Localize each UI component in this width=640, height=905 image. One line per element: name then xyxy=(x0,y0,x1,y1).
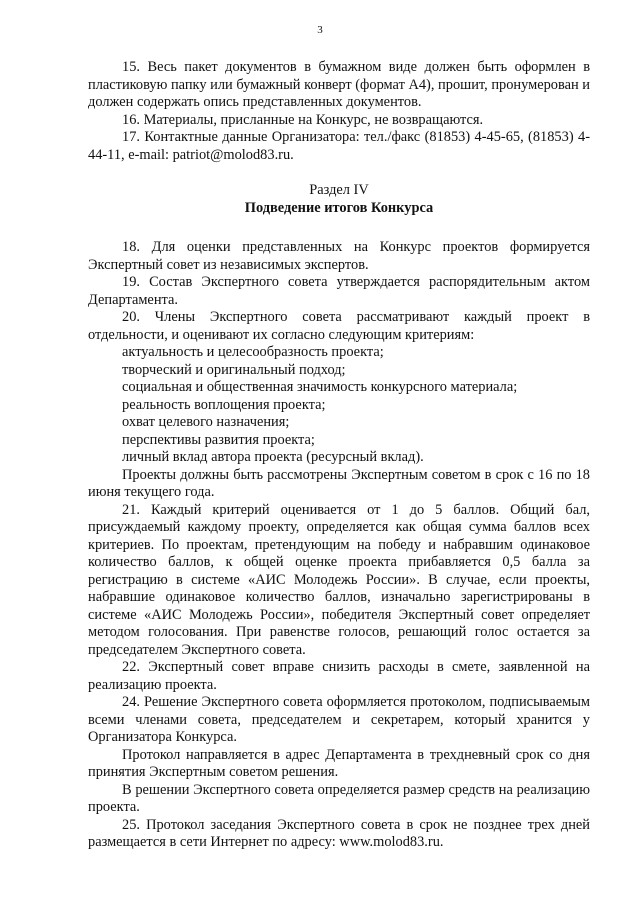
section-title: Подведение итогов Конкурса xyxy=(244,199,434,216)
section-number: Раздел IV xyxy=(309,182,369,198)
criteria-item: актуальность и целесообразность проекта; xyxy=(122,344,384,360)
paragraph-16: 16. Материалы, присланные на Конкурс, не возвращаются. xyxy=(122,111,484,128)
paragraph-22: 22. Экспертный совет вправе снизить расходы в смете, заявленной на реализацию проекта. xyxy=(88,659,590,693)
paragraph-funds: В решении Экспертного совета определяется размер средств на реализацию проекта. xyxy=(88,781,590,815)
criteria-item: охват целевого назначения; xyxy=(122,414,290,430)
paragraph-17: 17. Контактные данные Организатора: тел./факс (81853) 4-45-65, (81853) 4-44-11, e-mail: patriot@molod83.ru. xyxy=(88,129,590,163)
paragraph-15: 15. Весь пакет документов в бумажном виде должен быть оформлен в пластиковую папку или бумажный конверт (формат А4), прошит, пронумерован и должен содержать опись представленных документов. xyxy=(88,59,590,110)
paragraph-20: 20. Члены Экспертного совета рассматривают каждый проект в отдельности, и оценивают их согласно следующим критериям: xyxy=(88,309,590,343)
criteria-list xyxy=(88,344,590,467)
page-number: 3 xyxy=(317,24,323,36)
criteria-item: перспективы развития проекта; xyxy=(122,431,315,448)
paragraph-protocol: Протокол направляется в адрес Департамента в трехдневный срок со дня принятия Экспертным советом решения. xyxy=(88,746,590,780)
criteria-item: личный вклад автора проекта (ресурсный вклад). xyxy=(122,449,424,465)
paragraph-24: 24. Решение Экспертного совета оформляется протоколом, подписываемым всеми членами совета, председателем и секретарем, который хранится у Организатора Конкурса. xyxy=(88,694,590,745)
criteria-item: социальная и общественная значимость конкурсного материала; xyxy=(122,379,518,395)
criteria-item: реальность воплощения проекта; xyxy=(122,396,326,413)
paragraph-21: 21. Каждый критерий оценивается от 1 до 5 баллов. Общий бал, присуждаемый каждому проекту, определяется как общая сумма баллов всех критериев. По проектам, претендующим на победу и набравшим одинаковое количество баллов, к общей оценке проекта прибавляется 0,5 балла за регистрацию в системе «АИС Молодежь России». В случае, если проекты, набравшие одинаковое количество баллов, изначально зарегистрированы в системе «АИС Молодежь России», победителя Экспертный совет определяет методом голосования. При равенстве голосов, решающий голос остается за председателем Экспертного совета. xyxy=(88,501,590,658)
paragraph-19: 19. Состав Экспертного совета утверждается распорядительным актом Департамента. xyxy=(88,274,590,308)
criteria-item: творческий и оригинальный подход; xyxy=(122,361,346,378)
paragraph-25: 25. Протокол заседания Экспертного совета в срок не позднее трех дней размещается в сети Интернет по адресу: www.molod83.ru. xyxy=(88,816,590,850)
paragraph-review-dates: Проекты должны быть рассмотрены Экспертным советом в срок с 16 по 18 июня текущего года. xyxy=(88,466,590,500)
paragraph-18: 18. Для оценки представленных на Конкурс проектов формируется Экспертный совет из независимых экспертов. xyxy=(88,239,590,273)
document-body xyxy=(88,59,590,852)
